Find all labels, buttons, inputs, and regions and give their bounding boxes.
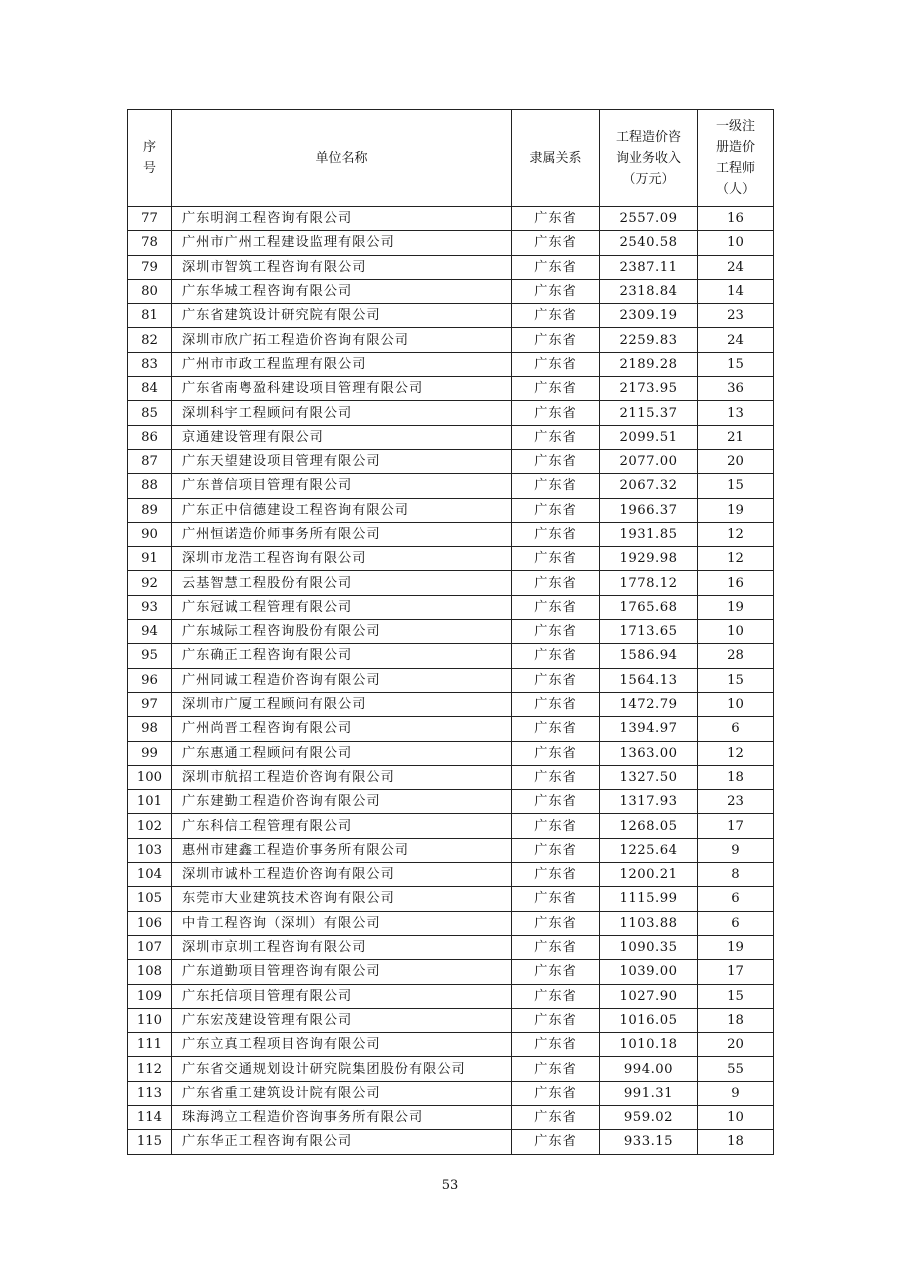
affiliation: 广东省 [512,571,600,595]
table-row [128,765,774,789]
table-row [128,352,774,376]
engineer-count: 16 [698,207,774,231]
affiliation: 广东省 [512,304,600,328]
revenue: 1713.65 [600,620,698,644]
table-row [128,522,774,546]
affiliation: 广东省 [512,449,600,473]
company-name: 广州尚晋工程咨询有限公司 [172,717,512,741]
row-index: 93 [128,595,172,619]
revenue: 1966.37 [600,498,698,522]
table-row [128,279,774,303]
engineer-count: 18 [698,1130,774,1154]
engineer-count: 18 [698,1008,774,1032]
table-row [128,498,774,522]
revenue: 2173.95 [600,377,698,401]
engineer-count: 20 [698,449,774,473]
affiliation: 广东省 [512,887,600,911]
company-name: 广东明润工程咨询有限公司 [172,207,512,231]
company-name: 深圳市京圳工程咨询有限公司 [172,935,512,959]
engineer-count: 19 [698,935,774,959]
row-index: 100 [128,765,172,789]
affiliation: 广东省 [512,547,600,571]
table-row [128,692,774,716]
row-index: 79 [128,255,172,279]
row-index: 82 [128,328,172,352]
row-index: 97 [128,692,172,716]
table-row [128,1081,774,1105]
affiliation: 广东省 [512,1105,600,1129]
company-name: 深圳市广厦工程顾问有限公司 [172,692,512,716]
engineer-count: 6 [698,717,774,741]
revenue: 2099.51 [600,425,698,449]
company-name: 珠海鸿立工程造价咨询事务所有限公司 [172,1105,512,1129]
row-index: 91 [128,547,172,571]
revenue: 2318.84 [600,279,698,303]
revenue: 2115.37 [600,401,698,425]
company-name: 广东建勤工程造价咨询有限公司 [172,790,512,814]
revenue: 933.15 [600,1130,698,1154]
row-index: 99 [128,741,172,765]
revenue: 1394.97 [600,717,698,741]
engineer-count: 17 [698,960,774,984]
company-name: 京通建设管理有限公司 [172,425,512,449]
engineer-count: 9 [698,1081,774,1105]
company-name: 广东确正工程咨询有限公司 [172,644,512,668]
revenue: 991.31 [600,1081,698,1105]
engineer-count: 20 [698,1033,774,1057]
table-row [128,547,774,571]
affiliation: 广东省 [512,1057,600,1081]
engineer-count: 19 [698,595,774,619]
table-row [128,668,774,692]
affiliation: 广东省 [512,352,600,376]
affiliation: 广东省 [512,741,600,765]
row-index: 84 [128,377,172,401]
affiliation: 广东省 [512,935,600,959]
company-name: 广东华正工程咨询有限公司 [172,1130,512,1154]
affiliation: 广东省 [512,255,600,279]
engineer-count: 10 [698,692,774,716]
company-name: 广东道勤项目管理咨询有限公司 [172,960,512,984]
row-index: 85 [128,401,172,425]
revenue: 1564.13 [600,668,698,692]
table-header-row [128,110,774,207]
revenue: 1268.05 [600,814,698,838]
engineer-count: 17 [698,814,774,838]
affiliation: 广东省 [512,668,600,692]
table-row [128,960,774,984]
affiliation: 广东省 [512,838,600,862]
engineer-count: 6 [698,911,774,935]
engineer-count: 10 [698,231,774,255]
affiliation: 广东省 [512,911,600,935]
row-index: 89 [128,498,172,522]
revenue: 1327.50 [600,765,698,789]
company-ranking-table [127,109,774,1155]
table-row [128,401,774,425]
revenue: 1929.98 [600,547,698,571]
table-row [128,741,774,765]
engineer-count: 6 [698,887,774,911]
table-row [128,595,774,619]
row-index: 104 [128,863,172,887]
affiliation: 广东省 [512,717,600,741]
table-row [128,1008,774,1032]
revenue: 1103.88 [600,911,698,935]
table-row [128,717,774,741]
revenue: 1363.00 [600,741,698,765]
company-name: 深圳市龙浩工程咨询有限公司 [172,547,512,571]
table-row [128,255,774,279]
row-index: 77 [128,207,172,231]
affiliation: 广东省 [512,474,600,498]
engineer-count: 12 [698,522,774,546]
revenue: 1010.18 [600,1033,698,1057]
engineer-count: 36 [698,377,774,401]
engineer-count: 16 [698,571,774,595]
row-index: 101 [128,790,172,814]
header-engineers: 一级注 册造价 工程师 （人） [698,110,774,207]
affiliation: 广东省 [512,279,600,303]
engineer-count: 10 [698,1105,774,1129]
company-name: 深圳科宇工程顾问有限公司 [172,401,512,425]
table-row [128,838,774,862]
row-index: 107 [128,935,172,959]
engineer-count: 28 [698,644,774,668]
row-index: 114 [128,1105,172,1129]
revenue: 994.00 [600,1057,698,1081]
revenue: 2067.32 [600,474,698,498]
affiliation: 广东省 [512,231,600,255]
engineer-count: 15 [698,984,774,1008]
engineer-count: 23 [698,790,774,814]
row-index: 94 [128,620,172,644]
affiliation: 广东省 [512,765,600,789]
engineer-count: 15 [698,668,774,692]
engineer-count: 15 [698,352,774,376]
row-index: 98 [128,717,172,741]
company-name: 广东宏茂建设管理有限公司 [172,1008,512,1032]
affiliation: 广东省 [512,328,600,352]
company-name: 广东冠诚工程管理有限公司 [172,595,512,619]
table-row [128,207,774,231]
row-index: 106 [128,911,172,935]
row-index: 95 [128,644,172,668]
company-name: 东莞市大业建筑技术咨询有限公司 [172,887,512,911]
company-name: 广东省南粤盈科建设项目管理有限公司 [172,377,512,401]
engineer-count: 24 [698,255,774,279]
table-row [128,474,774,498]
affiliation: 广东省 [512,1033,600,1057]
table-row [128,1130,774,1154]
header-affiliation: 隶属关系 [512,110,600,207]
row-index: 111 [128,1033,172,1057]
table-row [128,984,774,1008]
revenue: 2387.11 [600,255,698,279]
engineer-count: 12 [698,741,774,765]
revenue: 1115.99 [600,887,698,911]
affiliation: 广东省 [512,863,600,887]
affiliation: 广东省 [512,644,600,668]
revenue: 2309.19 [600,304,698,328]
row-index: 83 [128,352,172,376]
engineer-count: 21 [698,425,774,449]
engineer-count: 19 [698,498,774,522]
revenue: 959.02 [600,1105,698,1129]
revenue: 2540.58 [600,231,698,255]
affiliation: 广东省 [512,207,600,231]
table-row [128,644,774,668]
affiliation: 广东省 [512,620,600,644]
table-row [128,911,774,935]
header-index: 序 号 [128,110,172,207]
table-row [128,571,774,595]
table-row [128,304,774,328]
company-name: 深圳市航招工程造价咨询有限公司 [172,765,512,789]
company-name: 广东科信工程管理有限公司 [172,814,512,838]
row-index: 86 [128,425,172,449]
table-row [128,425,774,449]
company-name: 深圳市欣广拓工程造价咨询有限公司 [172,328,512,352]
engineer-count: 9 [698,838,774,862]
company-name: 深圳市智筑工程咨询有限公司 [172,255,512,279]
company-name: 广东城际工程咨询股份有限公司 [172,620,512,644]
engineer-count: 55 [698,1057,774,1081]
company-name: 深圳市诚朴工程造价咨询有限公司 [172,863,512,887]
revenue: 2259.83 [600,328,698,352]
table-row [128,1105,774,1129]
table-row [128,377,774,401]
company-name: 广东正中信德建设工程咨询有限公司 [172,498,512,522]
company-name: 惠州市建鑫工程造价事务所有限公司 [172,838,512,862]
engineer-count: 18 [698,765,774,789]
company-name: 中肯工程咨询（深圳）有限公司 [172,911,512,935]
affiliation: 广东省 [512,401,600,425]
affiliation: 广东省 [512,522,600,546]
row-index: 105 [128,887,172,911]
page-number: 53 [441,1178,459,1193]
table-row [128,620,774,644]
revenue: 1200.21 [600,863,698,887]
company-name: 广东省建筑设计研究院有限公司 [172,304,512,328]
table-row [128,1033,774,1057]
row-index: 102 [128,814,172,838]
row-index: 110 [128,1008,172,1032]
company-name: 广州市市政工程监理有限公司 [172,352,512,376]
revenue: 1317.93 [600,790,698,814]
revenue: 2557.09 [600,207,698,231]
affiliation: 广东省 [512,595,600,619]
table-row [128,449,774,473]
revenue: 1027.90 [600,984,698,1008]
company-name: 广东立真工程项目咨询有限公司 [172,1033,512,1057]
engineer-count: 12 [698,547,774,571]
affiliation: 广东省 [512,790,600,814]
row-index: 108 [128,960,172,984]
revenue: 1225.64 [600,838,698,862]
company-name: 广州市广州工程建设监理有限公司 [172,231,512,255]
affiliation: 广东省 [512,498,600,522]
company-name: 广州恒诺造价师事务所有限公司 [172,522,512,546]
table-row [128,814,774,838]
company-name: 广东华城工程咨询有限公司 [172,279,512,303]
row-index: 92 [128,571,172,595]
revenue: 1016.05 [600,1008,698,1032]
table-row [128,935,774,959]
row-index: 87 [128,449,172,473]
revenue: 2077.00 [600,449,698,473]
revenue: 1765.68 [600,595,698,619]
affiliation: 广东省 [512,984,600,1008]
row-index: 109 [128,984,172,1008]
affiliation: 广东省 [512,1008,600,1032]
company-name: 广东普信项目管理有限公司 [172,474,512,498]
engineer-count: 8 [698,863,774,887]
row-index: 78 [128,231,172,255]
row-index: 103 [128,838,172,862]
revenue: 2189.28 [600,352,698,376]
row-index: 80 [128,279,172,303]
revenue: 1586.94 [600,644,698,668]
company-name: 广东省交通规划设计研究院集团股份有限公司 [172,1057,512,1081]
engineer-count: 23 [698,304,774,328]
company-name: 广东天望建设项目管理有限公司 [172,449,512,473]
table-row [128,863,774,887]
table-row [128,790,774,814]
row-index: 88 [128,474,172,498]
company-name: 云基智慧工程股份有限公司 [172,571,512,595]
row-index: 113 [128,1081,172,1105]
company-name: 广东托信项目管理有限公司 [172,984,512,1008]
header-revenue: 工程造价咨 询业务收入 （万元） [600,110,698,207]
affiliation: 广东省 [512,425,600,449]
row-index: 115 [128,1130,172,1154]
revenue: 1778.12 [600,571,698,595]
table-row [128,328,774,352]
row-index: 112 [128,1057,172,1081]
engineer-count: 24 [698,328,774,352]
revenue: 1931.85 [600,522,698,546]
row-index: 90 [128,522,172,546]
revenue: 1039.00 [600,960,698,984]
revenue: 1090.35 [600,935,698,959]
company-name: 广东省重工建筑设计院有限公司 [172,1081,512,1105]
engineer-count: 15 [698,474,774,498]
affiliation: 广东省 [512,692,600,716]
revenue: 1472.79 [600,692,698,716]
affiliation: 广东省 [512,1081,600,1105]
affiliation: 广东省 [512,1130,600,1154]
table-body [128,207,774,1155]
company-name: 广州同诚工程造价咨询有限公司 [172,668,512,692]
table-row [128,1057,774,1081]
row-index: 96 [128,668,172,692]
header-company-name: 单位名称 [172,110,512,207]
row-index: 81 [128,304,172,328]
affiliation: 广东省 [512,960,600,984]
engineer-count: 10 [698,620,774,644]
table-row [128,231,774,255]
company-name: 广东惠通工程顾问有限公司 [172,741,512,765]
affiliation: 广东省 [512,814,600,838]
affiliation: 广东省 [512,377,600,401]
table-row [128,887,774,911]
engineer-count: 14 [698,279,774,303]
engineer-count: 13 [698,401,774,425]
